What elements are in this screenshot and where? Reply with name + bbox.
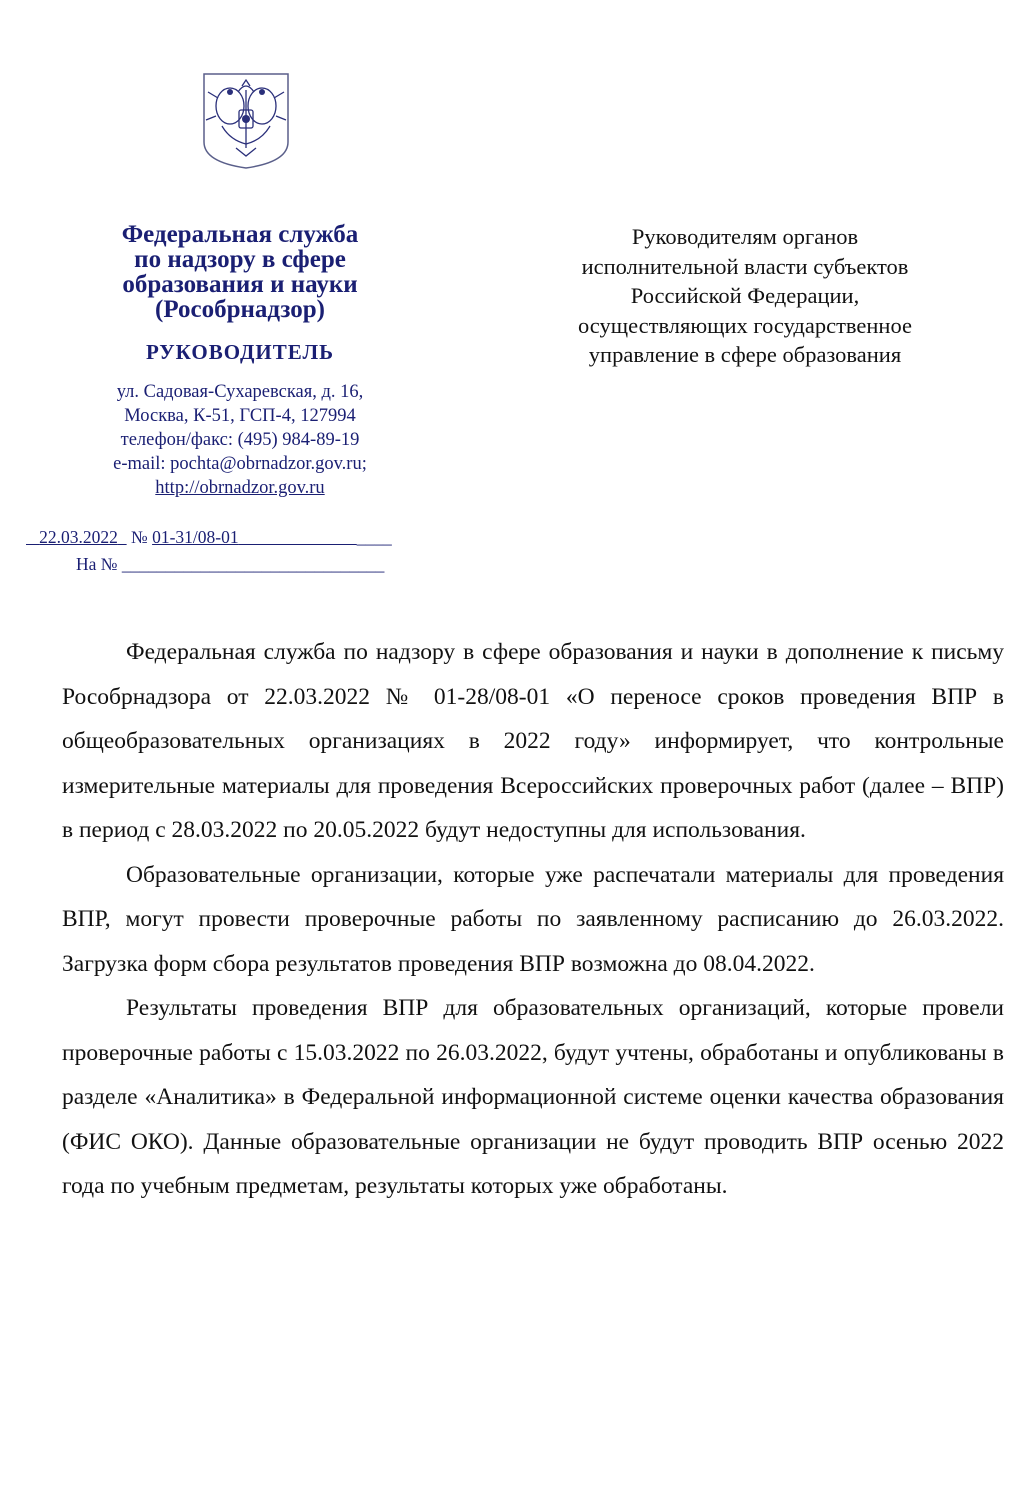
letter-body — [62, 630, 1004, 1209]
recipient-line: осуществляющих государственное — [578, 312, 912, 338]
org-line: образования и науки — [122, 271, 358, 298]
reg-number-fill — [239, 527, 357, 547]
na-label: На № — [76, 554, 118, 574]
recipient-block — [530, 222, 960, 370]
reg-number-tail: ____ — [356, 527, 392, 547]
body-paragraph: Результаты проведения ВПР для образовательных организаций, которые провели проверочные работы с 15.03.2022 по 26.03.2022, будут учтены, обработаны и опубликованы в разделе «Аналитика» в Федеральной информационной системе оценки качества образования (ФИС ОКО). Данные образовательные организации не будут проводить ВПР осенью 2022 года по учебным предметам, результаты которых уже обработаны. — [62, 995, 1004, 1199]
address-line: e-mail: pochta@obrnadzor.gov.ru; — [113, 454, 367, 474]
reg-number: 01-31/08-01 — [152, 527, 239, 547]
russian-coat-of-arms-icon — [200, 70, 292, 170]
reg-date-prefix — [26, 527, 39, 547]
body-paragraph: Федеральная служба по надзору в сфере образования и науки в дополнение к письму Рособрнадзора от 22.03.2022 № 01-28/08-01 «О переносе сроков проведения ВПР в общеобразовательных организациях в 2022 году» информирует, что контрольные измерительные материалы для проведения Всероссийских проверочных работ (далее – ВПР) в период с 28.03.2022 по 20.05.2022 будут недоступны для использования. — [62, 639, 1004, 843]
na-value: ______________________________ — [121, 554, 385, 574]
body-paragraph: Образовательные организации, которые уже распечатали материалы для проведения ВПР, могут провести проверочные работы по заявленному расписанию до 26.03.2022. Загрузка форм сбора результатов проведения ВПР возможна до 08.04.2022. — [62, 861, 1004, 977]
address-block — [60, 380, 420, 500]
reply-to-line — [76, 554, 384, 575]
reg-date-suffix — [118, 527, 127, 547]
organization-name — [70, 222, 410, 322]
address-line: ул. Садовая-Сухаревская, д. 16, — [116, 382, 364, 402]
org-line: Федеральная служба — [121, 221, 359, 248]
reg-no-label: № — [131, 527, 148, 547]
website-link[interactable]: http://obrnadzor.gov.ru — [155, 478, 325, 498]
recipient-line: Российской Федерации, — [630, 283, 860, 308]
recipient-line: Руководителям органов — [631, 224, 859, 249]
org-line: (Рособрнадзор) — [155, 296, 325, 323]
address-line: телефон/факс: (495) 984-89-19 — [120, 430, 360, 450]
position-title: РУКОВОДИТЕЛЬ — [145, 340, 335, 364]
org-line: по надзору в сфере — [134, 246, 346, 273]
recipient-line: исполнительной власти субъектов — [581, 253, 909, 279]
address-line: Москва, К-51, ГСП-4, 127994 — [124, 406, 356, 426]
recipient-line: управление в сфере образования — [588, 342, 902, 367]
reg-date: 22.03.2022 — [39, 527, 118, 547]
registration-line — [26, 527, 392, 548]
